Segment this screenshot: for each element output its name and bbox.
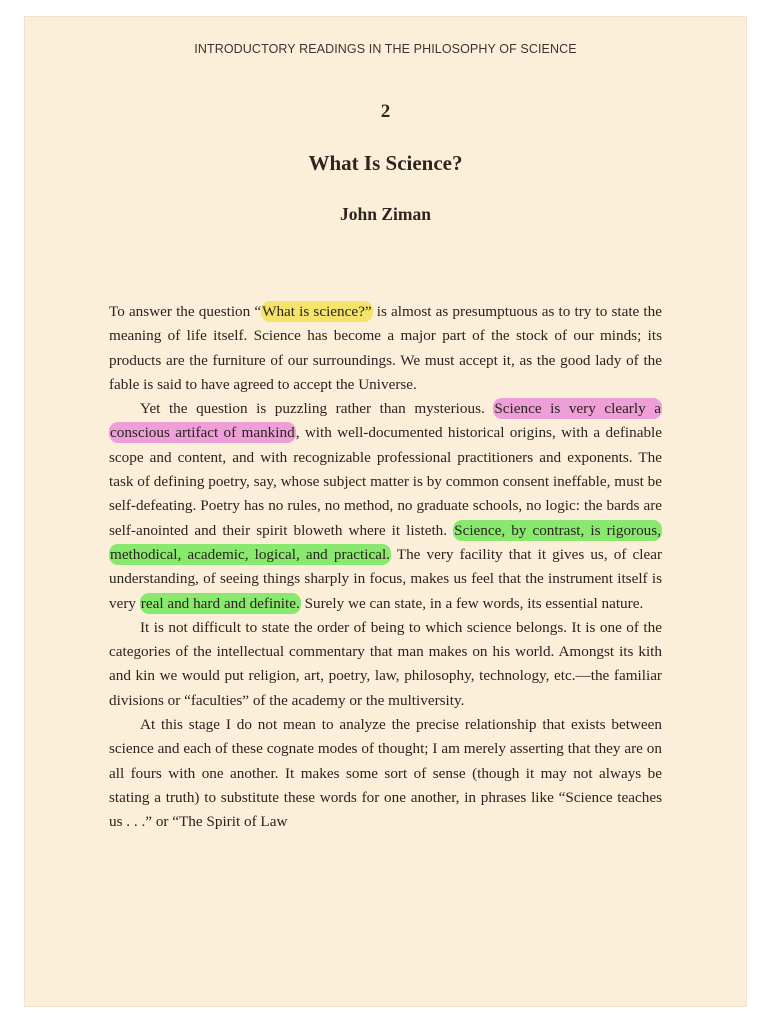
paragraph-4 (109, 713, 662, 834)
highlight-yellow: What is science?” (262, 303, 372, 320)
paragraph-text: At this stage I do not mean to analyze the precise relationship that exists between science and each of these cognate modes of thought; I am merely asserting that they are on all fours with one another. It makes some sort of sense (though it may not always be stating a truth) to substitute these words for one another, in phrases like “Science teaches us . . .” or “The Spirit of Law (109, 716, 662, 831)
running-head: INTRODUCTORY READINGS IN THE PHILOSOPHY OF SCIENCE (194, 42, 577, 56)
author-name: John Ziman (340, 204, 431, 224)
highlight-green: real and hard and definite. (140, 594, 300, 612)
paragraph-3 (109, 616, 662, 713)
paragraph-text: , with well-documented historical origins, with a definable scope and content, and with recognizable professional practitioners and exponents. The task of defining poetry, say, whose subject matter is by common consent ineffable, must be self-defeating. Poetry has no rules, no method, no graduate schools, no logic: the bards are self-anointed and their spirit bloweth where it listeth. (109, 424, 662, 539)
highlight-green: Science, by contrast, is rigorous, methodical, academic, logical, and practical. (110, 521, 661, 563)
document-page (24, 16, 747, 1007)
paragraph-text: It is not difficult to state the order of being to which science belongs. It is one of the categories of the intellectual commentary that man makes on his world. Amongst its kith and kin we would put religion, art, poetry, law, philosophy, technology, etc.—the familiar divisions or “faculties” of the academy or the multiversity. (109, 618, 662, 709)
paragraph-text: The very facility that it gives us, of clear understanding, of seeing things sharply in focus, makes us feel that the instrument itself is very (109, 545, 663, 612)
chapter-number: 2 (380, 101, 391, 122)
paragraph-text: Surely we can state, in a few words, its essential nature. (300, 594, 644, 612)
body-text (109, 300, 662, 835)
paragraph-1 (109, 300, 662, 397)
paragraph-text: To answer the question “ (109, 303, 262, 320)
chapter-title: What Is Science? (308, 151, 463, 175)
paragraph-2 (109, 397, 662, 616)
paragraph-text: Yet the question is puzzling rather than mysterious. (140, 400, 494, 418)
paragraph-text: is almost as presumptuous as to try to state the meaning of life itself. Science has become a major part of the stock of our minds; its products are the furniture of our surroundings. We must accept it, as the good lady of the fable is said to have agreed to accept the Universe. (109, 303, 662, 393)
highlight-pink: Science is very clearly a conscious artifact of mankind (110, 400, 661, 442)
